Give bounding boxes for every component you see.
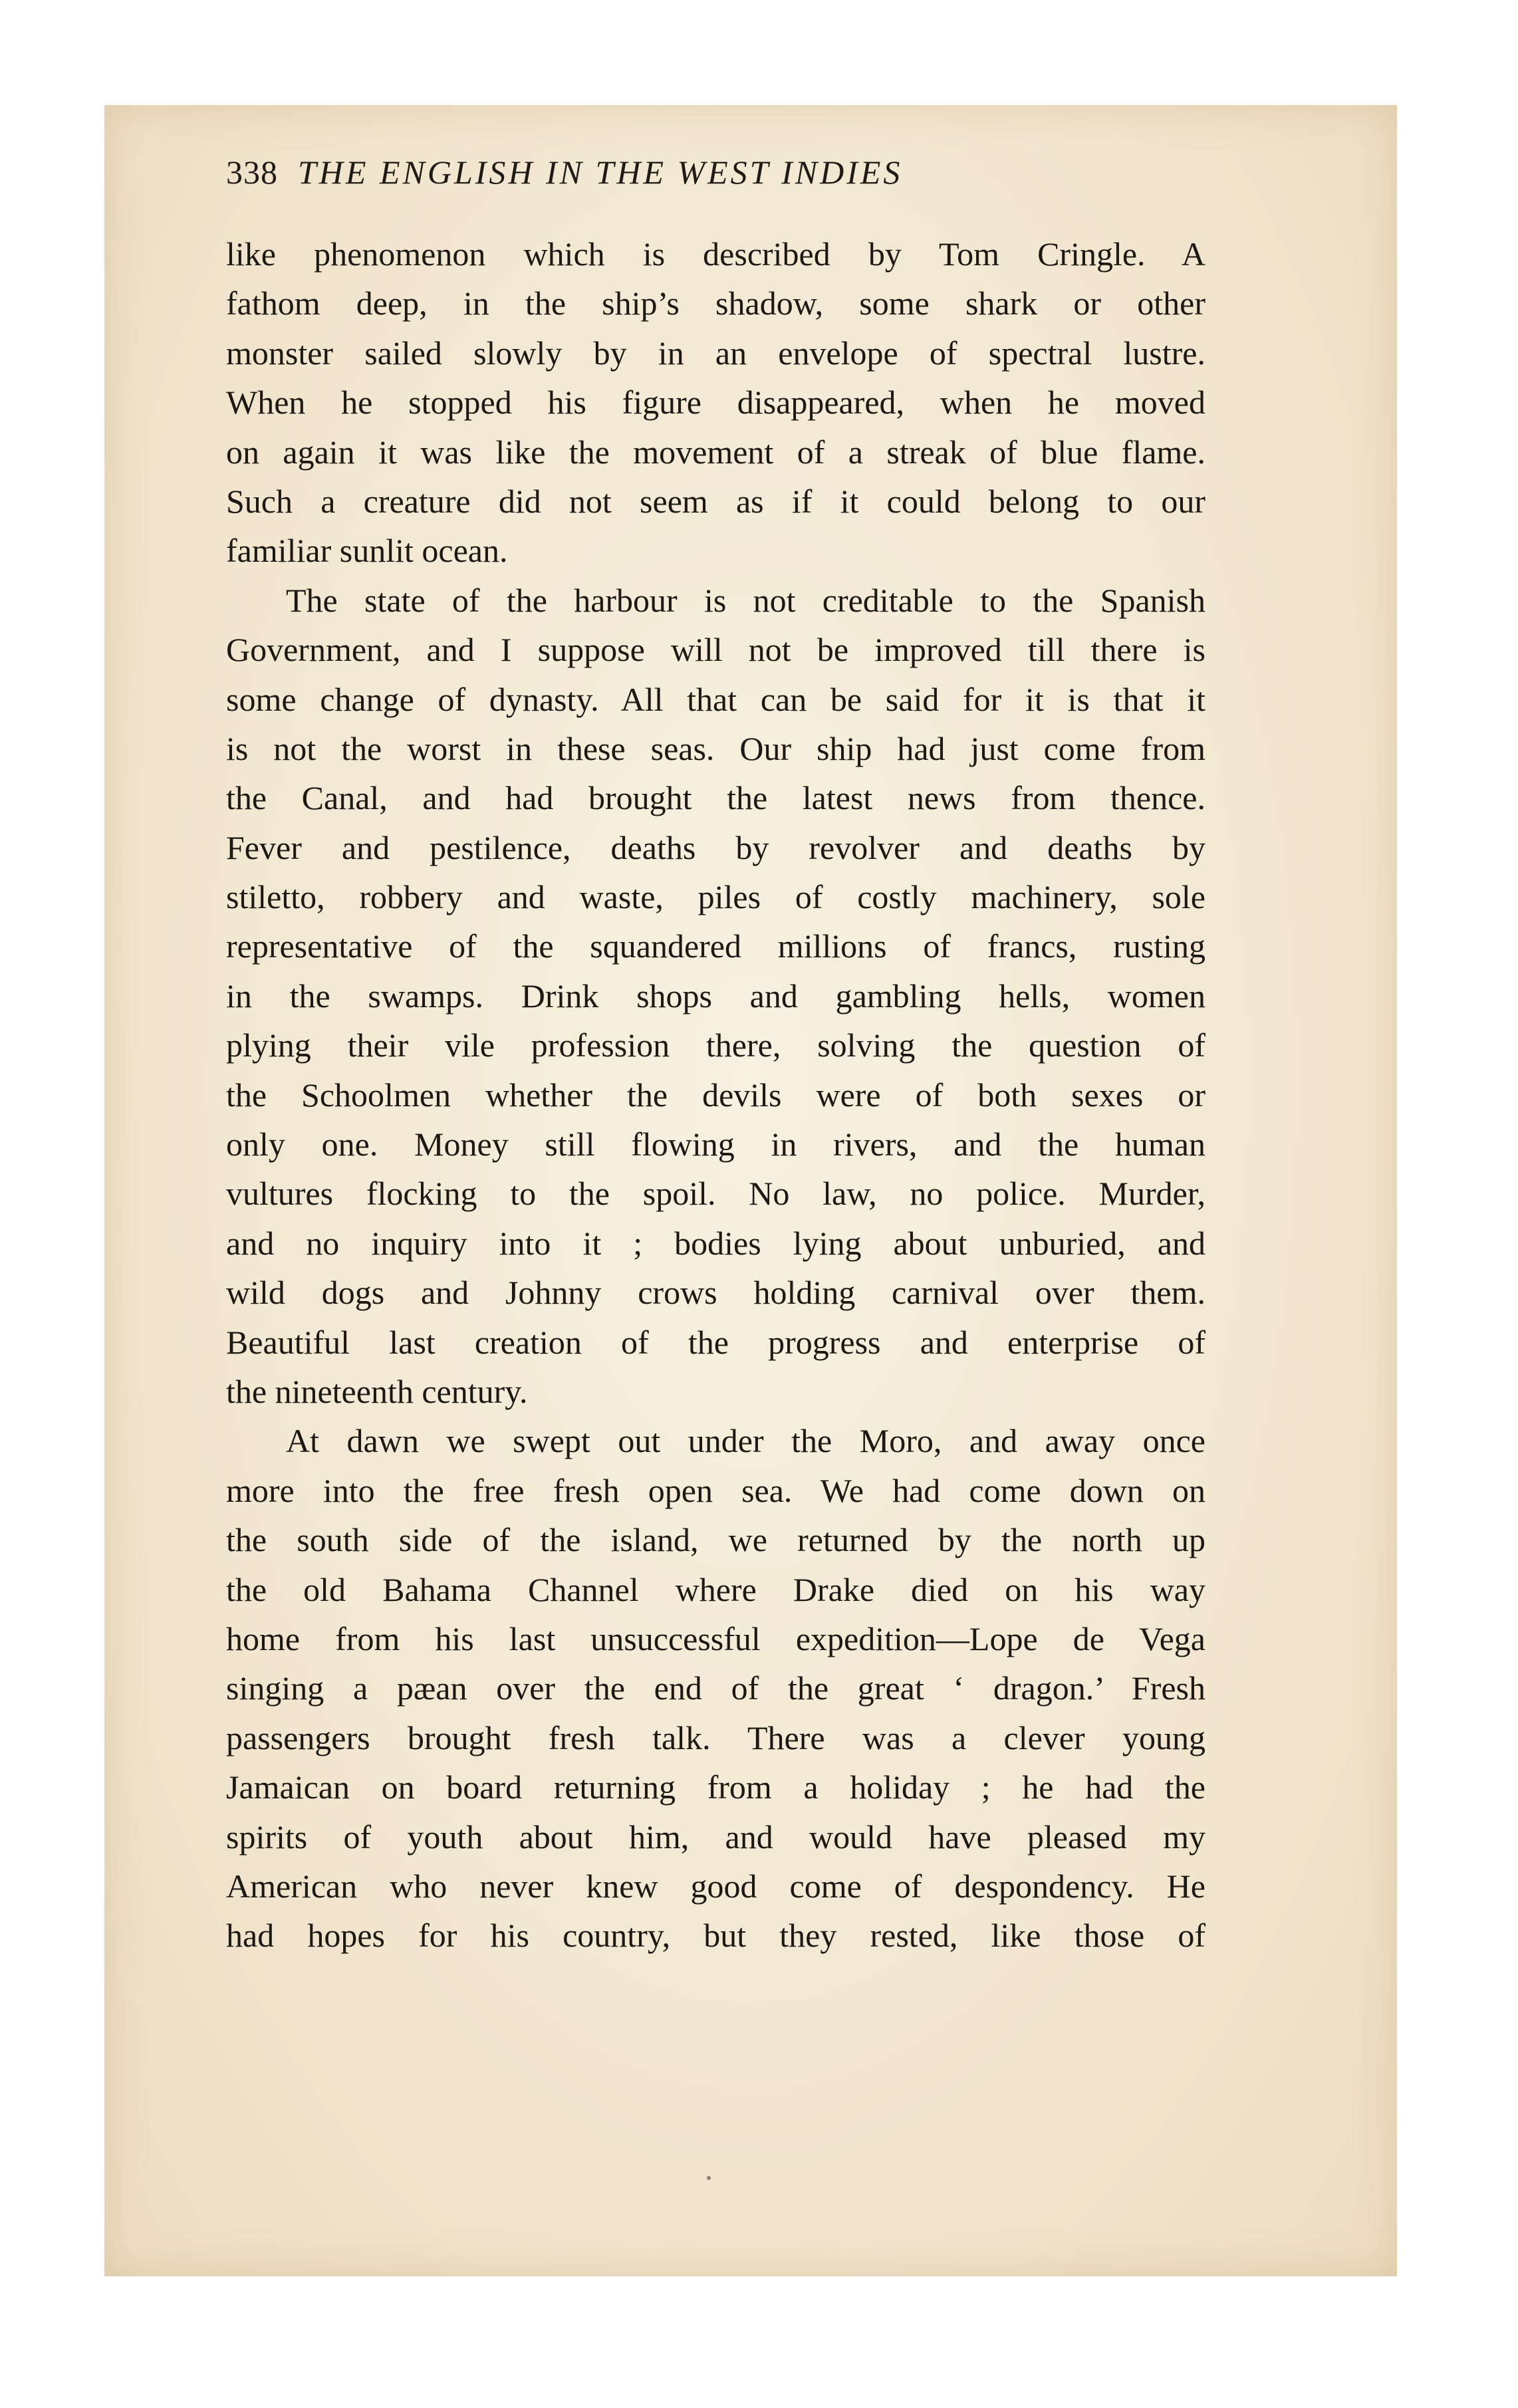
text-line: fathom deep, in the ship’s shadow, some shark or other xyxy=(226,285,1205,322)
text-line: passengers brought fresh talk. There was a clever young xyxy=(226,1719,1205,1756)
text-line: plying their vile profession there, solving the question of xyxy=(226,1026,1205,1064)
text-line: only one. Money still flowing in rivers, and the human xyxy=(226,1126,1205,1163)
text-line: on again it was like the movement of a streak of blue flame. xyxy=(226,433,1205,471)
text-line: some change of dynasty. All that can be said for it is that it xyxy=(226,680,1205,718)
text-line: like phenomenon which is described by Tom Cringle. A xyxy=(226,235,1205,273)
text-line: Fever and pestilence, deaths by revolver and deaths by xyxy=(226,828,1205,866)
text-line: wild dogs and Johnny crows holding carnival over them. xyxy=(226,1274,1205,1312)
text-line: The state of the harbour is not creditable to the Spanish xyxy=(286,581,1205,619)
text-line: familiar sunlit ocean. xyxy=(226,532,508,570)
text-line: the Canal, and had brought the latest news from thence. xyxy=(226,779,1205,817)
text-line: Such a creature did not seem as if it could belong to our xyxy=(226,482,1205,520)
text-line: more into the free fresh open sea. We had come down on xyxy=(226,1471,1205,1509)
text-line: the south side of the island, we returned by the north up xyxy=(226,1521,1205,1559)
text-line: had hopes for his country, but they rested, like those of xyxy=(226,1917,1205,1955)
text-line: Government, and I suppose will not be improved till there is xyxy=(226,631,1205,669)
text-line: the old Bahama Channel where Drake died on his way xyxy=(226,1570,1205,1608)
text-line: monster sailed slowly by in an envelope of spectral lustre. xyxy=(226,334,1205,372)
running-head-title: THE ENGLISH IN THE WEST INDIES xyxy=(298,154,903,191)
text-line: When he stopped his figure disappeared, when he moved xyxy=(226,384,1205,421)
text-line: the nineteenth century. xyxy=(226,1372,528,1410)
text-line: spirits of youth about him, and would have pleased my xyxy=(226,1818,1205,1856)
text-line: representative of the squandered millions of francs, rusting xyxy=(226,927,1205,965)
running-head xyxy=(226,153,1223,199)
body-text xyxy=(226,229,1205,1961)
text-line: and no inquiry into it ; bodies lying about unburied, and xyxy=(226,1224,1205,1262)
text-line: in the swamps. Drink shops and gambling hells, women xyxy=(226,977,1205,1015)
paper-speck xyxy=(707,2176,711,2180)
text-line: home from his last unsuccessful expedition—Lope de Vega xyxy=(226,1620,1205,1657)
text-line: stiletto, robbery and waste, piles of costly machinery, sole xyxy=(226,878,1205,916)
text-line: Jamaican on board returning from a holiday ; he had the xyxy=(226,1768,1205,1806)
text-line: At dawn we swept out under the Moro, and away once xyxy=(286,1422,1205,1460)
text-line: American who never knew good come of despondency. He xyxy=(226,1867,1205,1905)
text-line: Beautiful last creation of the progress and enterprise of xyxy=(226,1323,1205,1361)
text-line: is not the worst in these seas. Our ship had just come from xyxy=(226,729,1205,767)
text-line: singing a pæan over the end of the great ‘ dragon.’ Fresh xyxy=(226,1669,1205,1707)
text-line: vultures flocking to the spoil. No law, no police. Murder, xyxy=(226,1175,1205,1213)
page-number: 338 xyxy=(226,154,278,191)
text-line: the Schoolmen whether the devils were of both sexes or xyxy=(226,1076,1205,1114)
